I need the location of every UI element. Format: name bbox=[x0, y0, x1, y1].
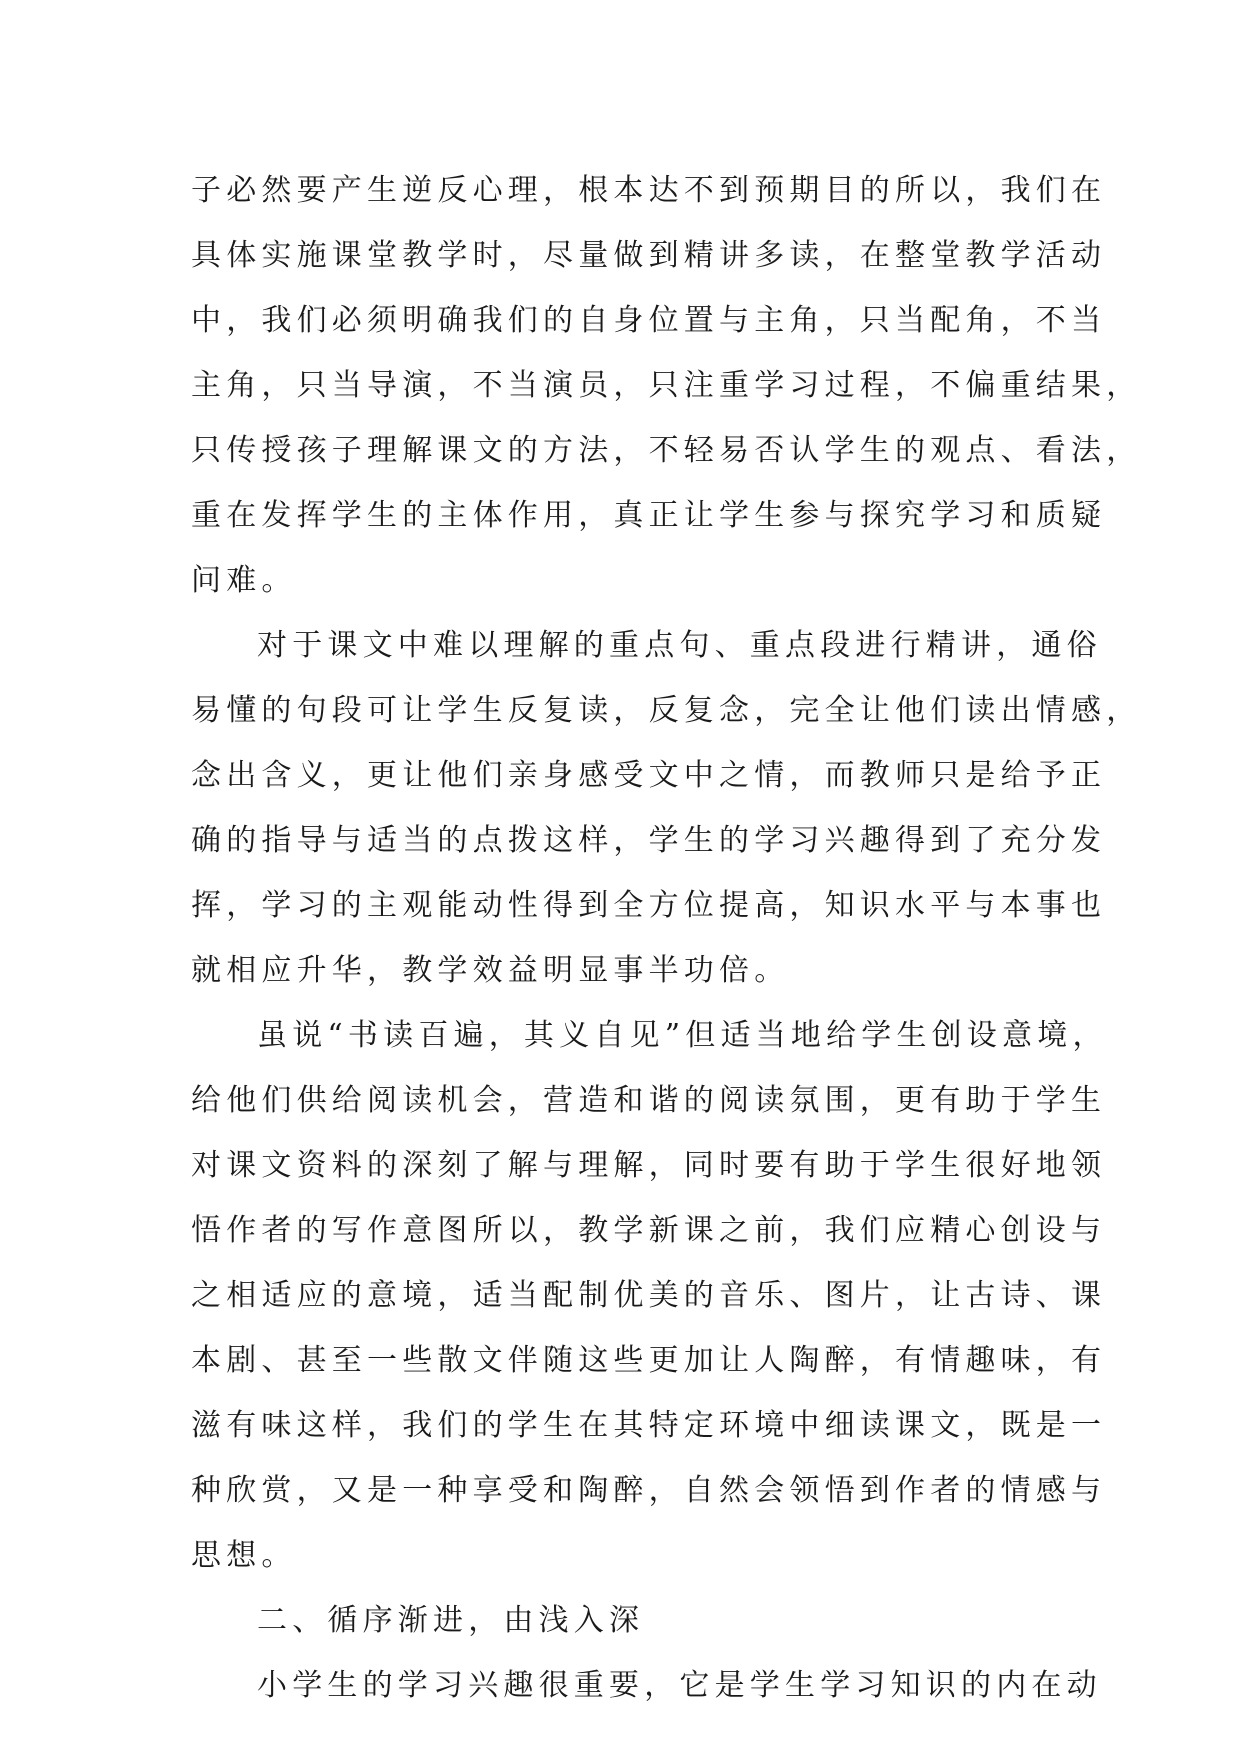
text-line: 悟作者的写作意图所以，教学新课之前，我们应精心创设与 bbox=[191, 1213, 1107, 1248]
text-line: 对课文资料的深刻了解与理解，同时要有助于学生很好地领 bbox=[191, 1148, 1107, 1183]
text-line: 确的指导与适当的点拨这样，学生的学习兴趣得到了充分发 bbox=[191, 823, 1107, 858]
text-line: 问难。 bbox=[191, 563, 297, 598]
body-text bbox=[191, 158, 1142, 1718]
text-line: 易懂的句段可让学生反复读，反复念，完全让他们读出情感， bbox=[191, 693, 1142, 728]
text-line: 念出含义，更让他们亲身感受文中之情，而教师只是给予正 bbox=[191, 758, 1107, 793]
text-line: 思想。 bbox=[191, 1538, 297, 1573]
text-line: 重在发挥学生的主体作用，真正让学生参与探究学习和质疑 bbox=[191, 498, 1107, 533]
text-line: 子必然要产生逆反心理，根本达不到预期目的所以，我们在 bbox=[191, 173, 1107, 208]
text-line: 只传授孩子理解课文的方法，不轻易否认学生的观点、看法， bbox=[191, 433, 1142, 468]
text-line: 具体实施课堂教学时，尽量做到精讲多读，在整堂教学活动 bbox=[191, 238, 1107, 273]
text-line: 给他们供给阅读机会，营造和谐的阅读氛围，更有助于学生 bbox=[191, 1083, 1107, 1118]
text-line: 中，我们必须明确我们的自身位置与主角，只当配角，不当 bbox=[191, 303, 1107, 338]
text-line: 之相适应的意境，适当配制优美的音乐、图片，让古诗、课 bbox=[191, 1278, 1107, 1313]
paragraph-start-line: 虽说“书读百遍，其义自见”但适当地给学生创设意境， bbox=[257, 1018, 1108, 1053]
paragraph-start-line: 小学生的学习兴趣很重要，它是学生学习知识的内在动 bbox=[257, 1668, 1102, 1703]
text-line: 种欣赏，又是一种享受和陶醉，自然会领悟到作者的情感与 bbox=[191, 1473, 1107, 1508]
text-line: 滋有味这样，我们的学生在其特定环境中细读课文，既是一 bbox=[191, 1408, 1107, 1443]
text-line: 本剧、甚至一些散文伴随这些更加让人陶醉，有情趣味，有 bbox=[191, 1343, 1107, 1378]
text-line: 主角，只当导演，不当演员，只注重学习过程，不偏重结果， bbox=[191, 368, 1142, 403]
text-line: 就相应升华，教学效益明显事半功倍。 bbox=[191, 953, 790, 988]
paragraph-start-line: 对于课文中难以理解的重点句、重点段进行精讲，通俗 bbox=[257, 628, 1102, 663]
text-line: 挥，学习的主观能动性得到全方位提高，知识水平与本事也 bbox=[191, 888, 1107, 923]
section-heading: 二、循序渐进，由浅入深 bbox=[257, 1603, 645, 1638]
